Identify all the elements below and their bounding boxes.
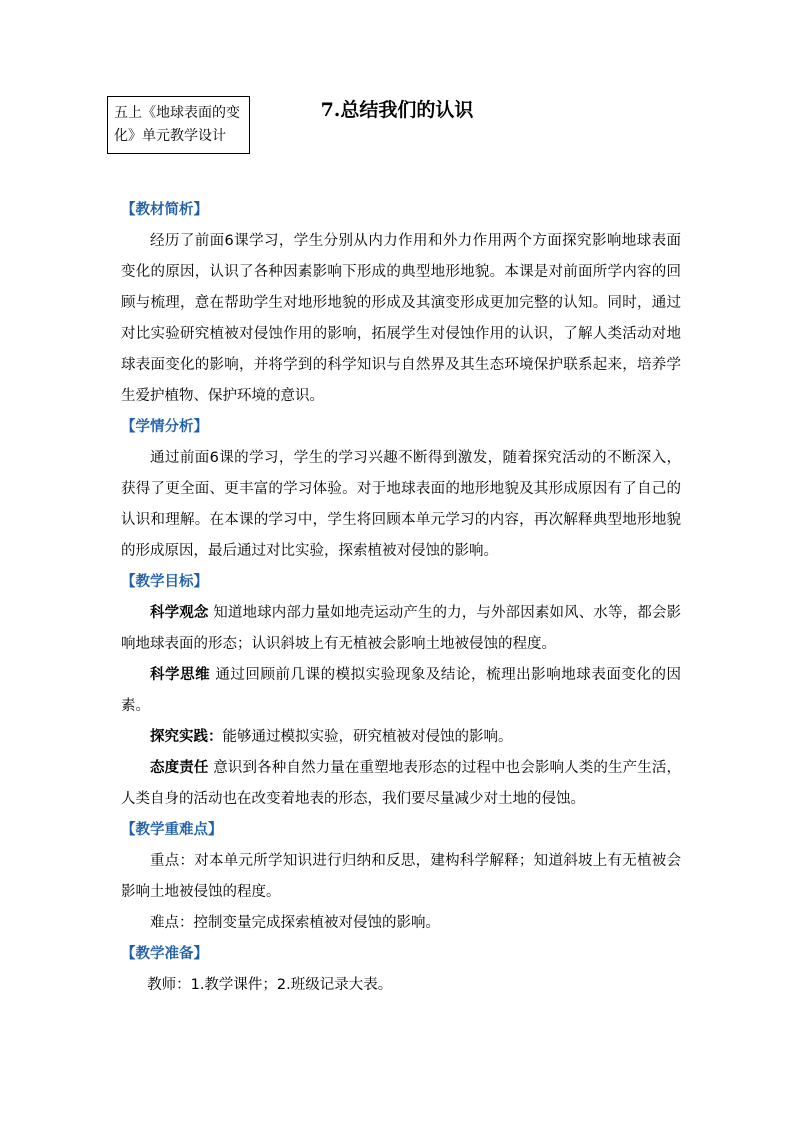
- heading-student-analysis: 【学情分析】: [121, 419, 208, 435]
- textbook-analysis-text: 经历了前面6课学习，学生分别从内力作用和外力作用两个方面探究影响地球表面变化的原因，认识了各种因素影响下形成的典型地形地貌。本课是对前面所学内容的回顾与梳理，意在帮助学生对地形地貌的形成及其演变形成更加完整的认知。同时，通过对比实验研究植被对侵蚀作用的影响，拓展学生对侵蚀作用的认识，了解人类活动对地球表面变化的影响，并将学到的科学知识与自然界及其生态环境保护联系起来，培养学生爱护植物、保护环境的意识。: [121, 233, 681, 404]
- goal-text: 能够通过模拟实验，研究植被对侵蚀的影响。: [222, 729, 513, 745]
- key-point-difficult: 难点：控制变量完成探索植被对侵蚀的影响。: [150, 915, 440, 931]
- heading-textbook-analysis: 【教材简析】: [121, 202, 208, 218]
- document-body: [121, 195, 681, 1001]
- goal-text: 通过回顾前几课的模拟实验现象及结论，梳理出影响地球表面变化的因素。: [121, 667, 682, 714]
- key-point-important: 重点：对本单元所学知识进行归纳和反思，建构科学解释；知道斜坡上有无植被会影响土地被侵蚀的程度。: [121, 853, 681, 900]
- goal-text: 意识到各种自然力量在重塑地表形态的过程中也会影响人类的生产生活，人类自身的活动也在改变着地表的形态，我们要尽量减少对土地的侵蚀。: [121, 760, 682, 807]
- goal-item: [121, 753, 681, 815]
- goal-label: 探究实践：: [150, 729, 223, 745]
- lesson-title-text: 7.总结我们的认识: [320, 99, 474, 121]
- student-analysis-text: 通过前面6课的学习，学生的学习兴趣不断得到激发，随着探究活动的不断深入，获得了更全面、更丰富的学习体验。对于地球表面的地形地貌及其形成原因有了自己的认识和理解。在本课的学习中，学生将回顾本单元学习的内容，再次解释典型地形地貌的形成原因，最后通过对比实验，探索植被对侵蚀的影响。: [121, 450, 681, 559]
- goal-label: 态度责任: [150, 760, 209, 776]
- goal-item: [121, 660, 681, 722]
- goal-item: [121, 722, 681, 753]
- unit-tag-box: 五上《地球表面的变化》单元教学设计: [107, 96, 250, 154]
- goal-item: [121, 598, 681, 660]
- heading-key-points: 【教学重难点】: [121, 822, 223, 838]
- heading-preparation: 【教学准备】: [121, 946, 208, 962]
- goal-label: 科学思维: [150, 667, 211, 683]
- goal-text: 知道地球内部力量如地壳运动产生的力，与外部因素如风、水等，都会影响地球表面的形态；认识斜坡上有无植被会影响土地被侵蚀的程度。: [121, 605, 682, 652]
- preparation-text: 教师：1.教学课件；2.班级记录大表。: [147, 977, 393, 993]
- heading-teaching-goals: 【教学目标】: [121, 574, 208, 590]
- goal-label: 科学观念: [150, 605, 209, 621]
- lesson-title: [0, 96, 794, 124]
